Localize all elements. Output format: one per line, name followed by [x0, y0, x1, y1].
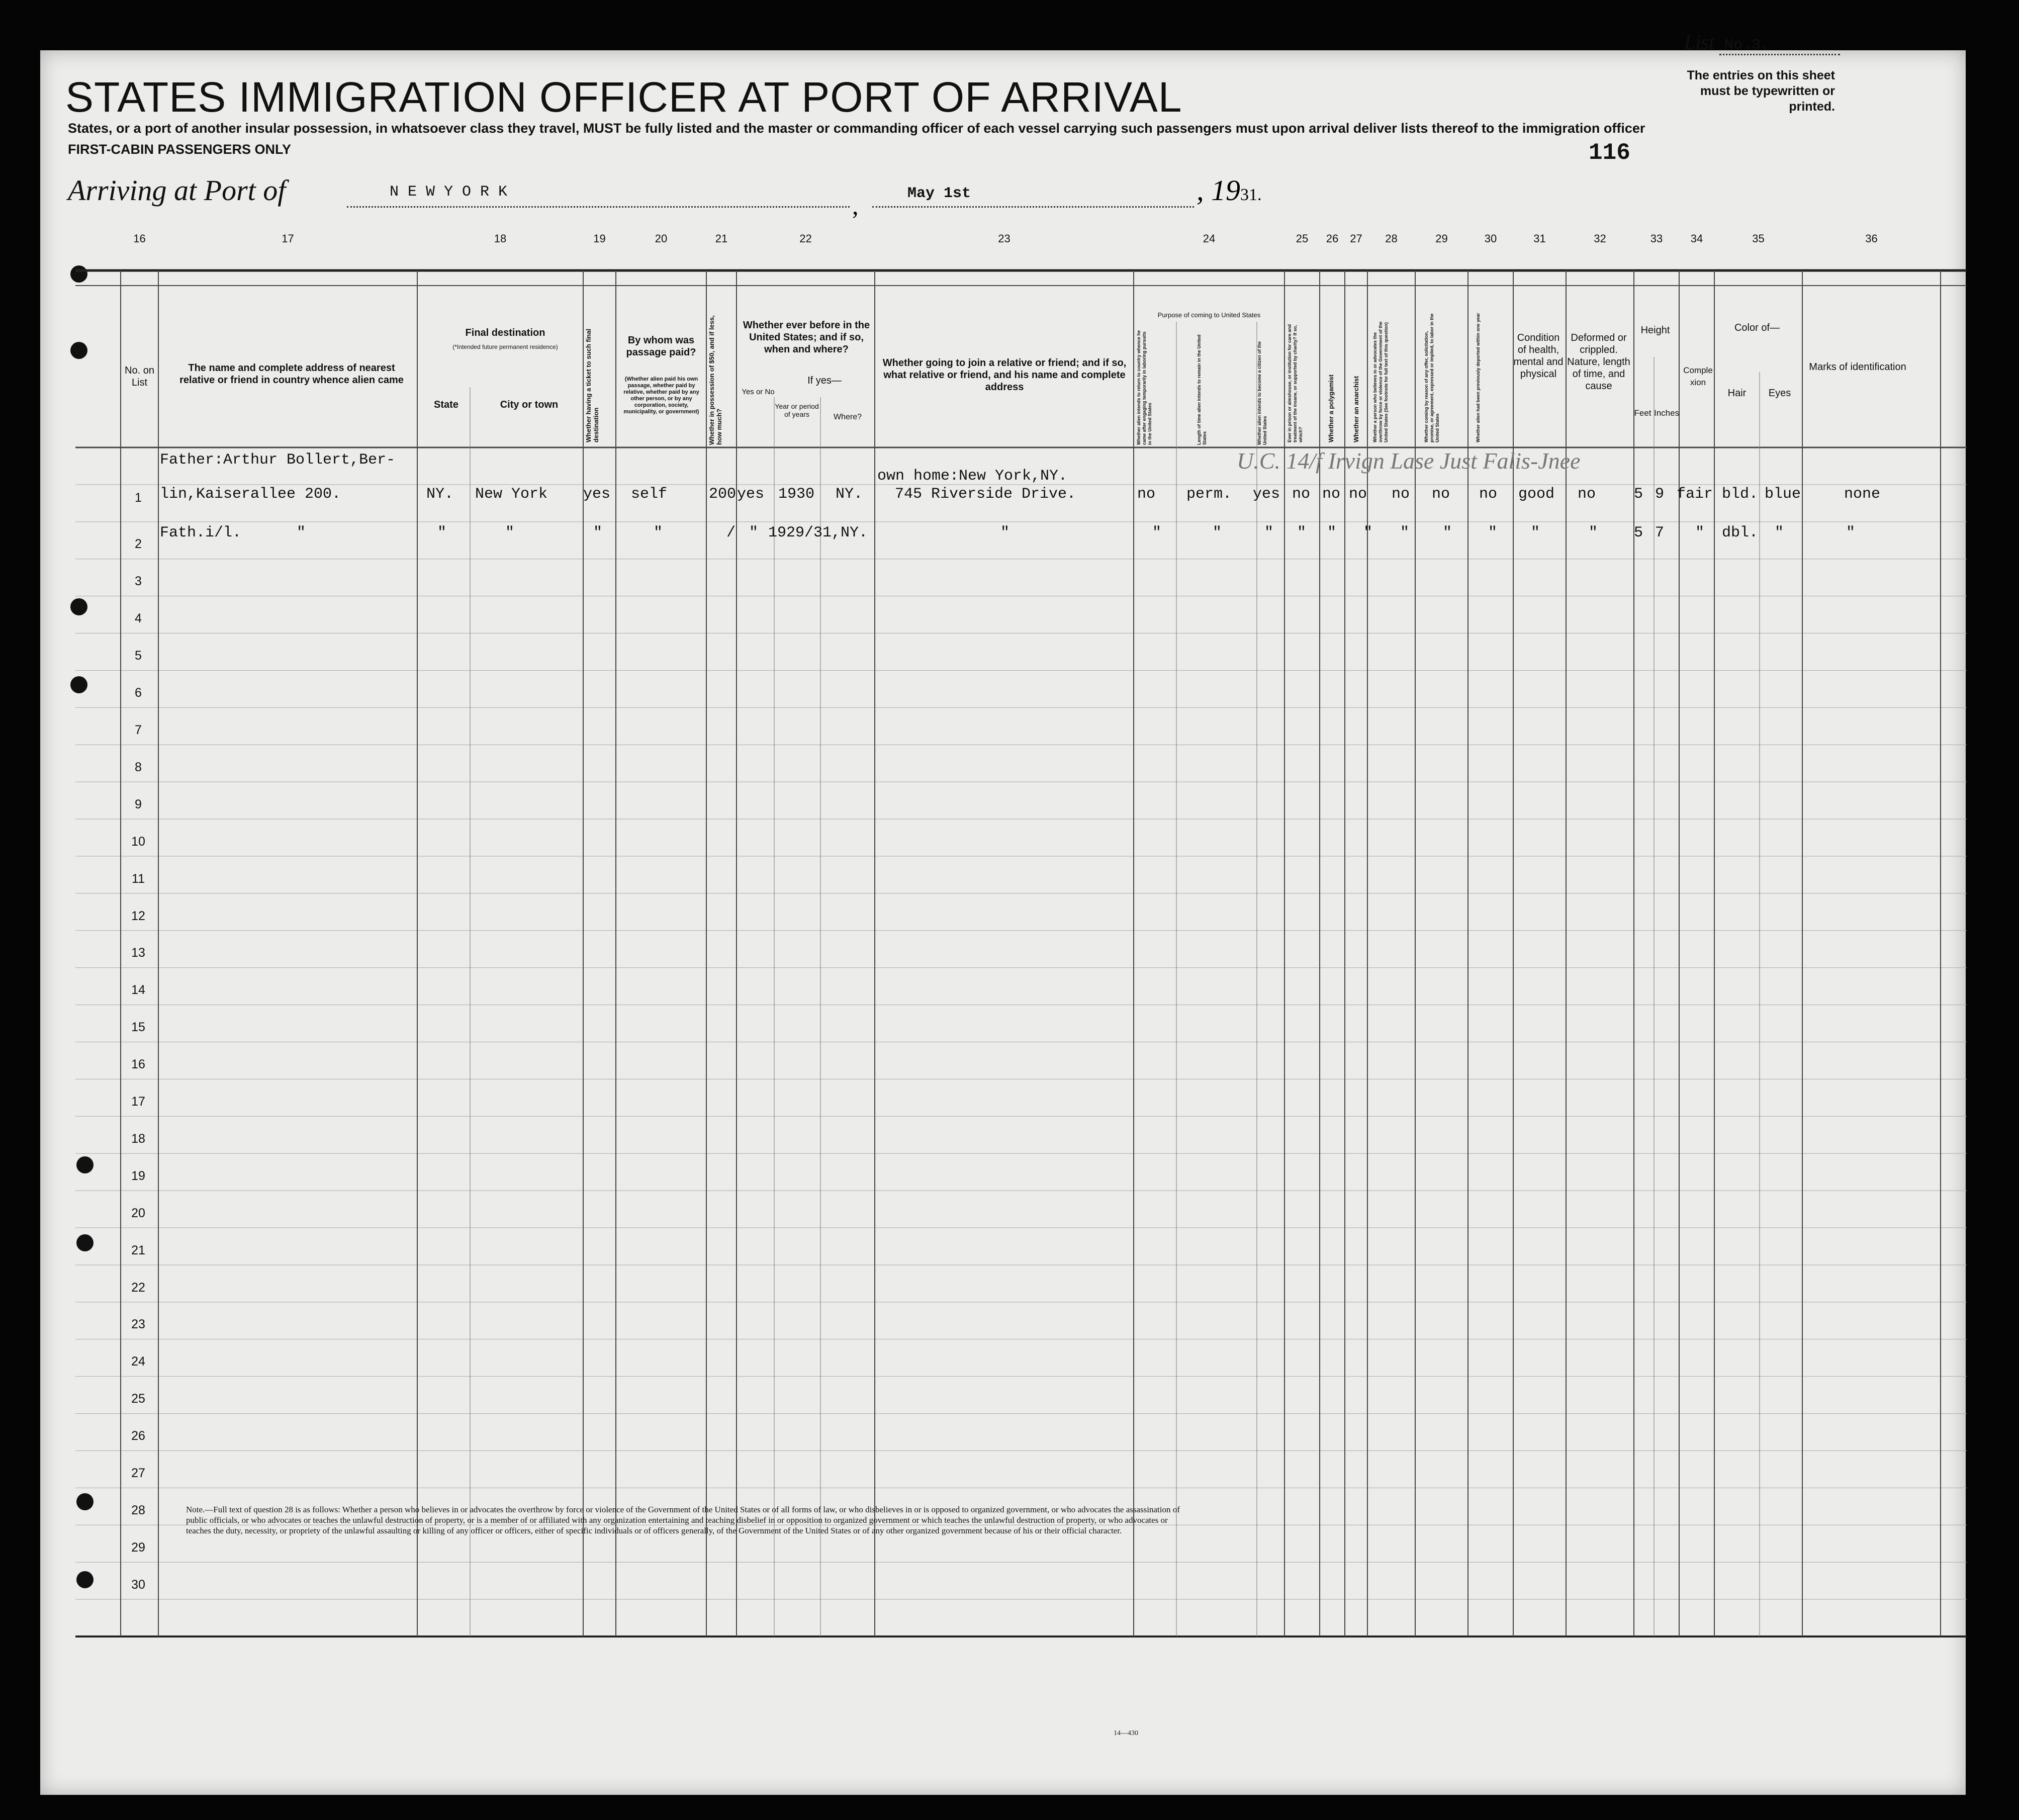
- column-number-18: 18: [494, 232, 507, 245]
- column-number-36: 36: [1865, 232, 1878, 245]
- header-c18-state: State: [434, 399, 458, 410]
- header-c28: Whether a person who believes in or advocates the overthrow by force or violence of the Government of the United States (See footnote for full text of this question): [1372, 321, 1389, 442]
- row-number-8: 8: [135, 760, 142, 774]
- row1-return-intent: no: [1137, 486, 1156, 503]
- row1-prison: no: [1292, 486, 1311, 503]
- row-number-29: 29: [131, 1540, 145, 1555]
- row2-before-year: 1929/31,NY.: [768, 524, 868, 541]
- header-c34: Complexion: [1683, 366, 1713, 387]
- row1-inches: 9: [1655, 486, 1665, 503]
- row1-before-year: 1930: [778, 486, 815, 503]
- column-number-25: 25: [1296, 232, 1309, 245]
- column-number-28: 28: [1385, 232, 1398, 245]
- row1-citizen: yes: [1253, 486, 1280, 503]
- column-number-31: 31: [1533, 232, 1546, 245]
- row2-ditto-marks: ": [1846, 524, 1856, 541]
- row1-feet: 5: [1634, 486, 1643, 503]
- row-number-10: 10: [131, 834, 145, 849]
- header-c22: Whether ever before in the United States; and if so, when and where?: [743, 320, 870, 355]
- header-c24: Purpose of coming to United States: [1157, 311, 1261, 319]
- column-number-19: 19: [593, 232, 606, 245]
- header-c24c: Whether alien intends to become a citizen of the United States: [1257, 341, 1267, 445]
- row1-joining-line2: 745 Riverside Drive.: [895, 486, 1076, 503]
- header-c20: By whom was passage paid?: [626, 335, 696, 358]
- header-c33: Height: [1640, 325, 1670, 336]
- row2-ditto-deformed: ": [1589, 524, 1598, 541]
- header-c19: Whether having a ticket to such final destination: [585, 328, 600, 442]
- year: , 1931.: [1197, 174, 1262, 207]
- row1-eyes: blue: [1765, 486, 1801, 503]
- row2-hair: dbl.: [1722, 524, 1759, 541]
- header-c30: Whether alien had been previously deported within one year: [1476, 313, 1481, 442]
- row-number-2: 2: [135, 537, 142, 552]
- row2-ditto-complexion: ": [1695, 524, 1705, 541]
- header-c36: Marks of identification: [1809, 361, 1906, 373]
- comma: ,: [852, 192, 859, 220]
- row1-health: good: [1518, 486, 1555, 503]
- row-number-14: 14: [131, 983, 145, 997]
- port-value: N E W Y O R K: [390, 184, 508, 201]
- column-number-33: 33: [1650, 232, 1663, 245]
- row-number-23: 23: [131, 1317, 145, 1332]
- column-number-20: 20: [655, 232, 668, 245]
- row-number-4: 4: [135, 611, 142, 626]
- row1-money: 200: [709, 486, 737, 503]
- row2-ditto-health: ": [1531, 524, 1540, 541]
- class-line: FIRST-CABIN PASSENGERS ONLY: [68, 142, 292, 157]
- header-c22-where: Where?: [833, 413, 862, 421]
- row1-length-stay: perm.: [1186, 486, 1232, 503]
- row1-before-where: NY.: [836, 486, 863, 503]
- handwritten-annotation: U.C. 14/f Irvign Lase Just Falis-Jnee: [1237, 448, 1581, 474]
- row2-ditto-q30: ": [1488, 524, 1498, 541]
- row-number-24: 24: [131, 1354, 145, 1369]
- row1-before-yn: yes: [737, 486, 765, 503]
- header-c17: The name and complete address of nearest relative or friend in country whence alien came: [179, 362, 404, 386]
- row2-ditto-return: ": [1152, 524, 1162, 541]
- header-c24a: Whether alien intends to return to country whence he came after engaging temporarily in laboring pursuits in the United States: [1136, 330, 1152, 445]
- row2-ditto-citizen: ": [1264, 524, 1274, 541]
- row-number-19: 19: [131, 1168, 145, 1183]
- row2-ditto-polygamist: ": [1327, 524, 1337, 541]
- row-number-28: 28: [131, 1503, 145, 1518]
- header-c18: Final destination: [465, 327, 545, 338]
- row1-city: New York: [475, 486, 548, 503]
- row-number-22: 22: [131, 1280, 145, 1295]
- header-c33-inches: Inches: [1654, 408, 1680, 418]
- row-number-27: 27: [131, 1466, 145, 1481]
- footnote: Note.—Full text of question 28 is as follows: Whether a person who believes in or advocates the overthrow by force or violence of the Government of the United States or of all forms of law, or who disbelieves in or is opposed to organized government, or who advocates the assassination of public officials, or who advocates or teaches the unlawful destruction of property, or is a member of or affiliated with any organization entertaining and teaching disbelief in or opposition to organized government or which teaches the unlawful destruction of property, or who advocates or teaches the duty, necessity, or propriety of the unlawful assaulting or killing of any officer or officers, either of specific individuals or of officers generally, of the Government of the United States or of any other organized government because of his or their official character.: [186, 1505, 1180, 1535]
- row-number-12: 12: [131, 908, 145, 923]
- header-c27: Whether an anarchist: [1352, 376, 1360, 442]
- header-c16: No. on List: [125, 365, 154, 388]
- row-number-15: 15: [131, 1020, 145, 1035]
- row2-feet: 5: [1634, 524, 1643, 541]
- header-c20-note: (Whether alien paid his own passage, whether paid by relative, whether paid by any other person, or by any corporation, society, municipality, or government): [623, 376, 699, 415]
- column-number-35: 35: [1752, 232, 1765, 245]
- row-number-11: 11: [132, 871, 145, 886]
- row1-marks: none: [1844, 486, 1881, 503]
- row1-joining-line1: own home:New York,NY.: [877, 468, 1068, 485]
- row-number-3: 3: [135, 574, 142, 589]
- header-c25: Ever in prison or almshouse, or institution for care and treatment of the insane, or supported by charity? If so, which?: [1287, 324, 1303, 442]
- row2-money: /: [726, 524, 736, 541]
- header-c18-city: City or town: [500, 399, 559, 410]
- column-number-23: 23: [998, 232, 1011, 245]
- row-number-26: 26: [131, 1429, 145, 1443]
- row1-polygamist: no: [1322, 486, 1341, 503]
- column-number-32: 32: [1594, 232, 1606, 245]
- row1-ticket: yes: [583, 486, 611, 503]
- row1-deformed: no: [1578, 486, 1596, 503]
- column-number-34: 34: [1690, 232, 1703, 245]
- column-number-30: 30: [1484, 232, 1497, 245]
- header-c22-year: Year or period of years: [775, 402, 819, 418]
- row2-inches: 7: [1655, 524, 1665, 541]
- row-number-21: 21: [131, 1243, 145, 1257]
- row-number-5: 5: [135, 649, 142, 663]
- row2-ditto-prison: ": [1297, 524, 1307, 541]
- row2-ditto-eyes: ": [1775, 524, 1784, 541]
- row1-complexion: fair: [1677, 486, 1713, 503]
- row2-relative: Fath.i/l.: [160, 524, 242, 541]
- row2-ditto-anarchist: ": [1363, 524, 1373, 541]
- row1-state: NY.: [426, 486, 454, 503]
- column-number-29: 29: [1435, 232, 1448, 245]
- row1-q29: no: [1432, 486, 1450, 503]
- header-c22-yesno: Yes or No: [742, 388, 775, 396]
- row1-q30: no: [1479, 486, 1498, 503]
- date-value: May 1st: [907, 185, 971, 202]
- column-number-26: 26: [1326, 232, 1339, 245]
- list-number: List No.3.: [1684, 30, 1840, 54]
- header-c31: Condition of health, mental and physical: [1513, 332, 1564, 380]
- header-c32: Deformed or crippled. Nature, length of time, and cause: [1567, 332, 1630, 392]
- row-number-30: 30: [131, 1577, 145, 1592]
- row1-anarchist: no: [1349, 486, 1367, 503]
- header-c26: Whether a polygamist: [1327, 374, 1335, 442]
- row-number-1: 1: [135, 491, 142, 505]
- column-number-17: 17: [282, 232, 294, 245]
- row-number-17: 17: [131, 1095, 145, 1109]
- entries-note: The entries on this sheet must be typewritten or printed.: [1687, 68, 1835, 114]
- header-c23: Whether going to join a relative or friend; and if so, what relative or friend, and his name and complete address: [882, 357, 1127, 393]
- row2-ditto-relative: ": [297, 524, 306, 541]
- header-c35-eyes: Eyes: [1768, 388, 1791, 399]
- row-number-25: 25: [131, 1392, 145, 1406]
- column-number-24: 24: [1203, 232, 1216, 245]
- header-c22-ifyes: If yes—: [807, 375, 842, 386]
- row2-ditto-city: ": [505, 524, 515, 541]
- row-number-7: 7: [135, 722, 142, 737]
- row2-ditto-joining: ": [1000, 524, 1010, 541]
- subtitle: States, or a port of another insular possession, in whatsoever class they travel, MUST be fully listed and the master or commanding officer of each vessel carrying such passengers must upon arrival deliver lists thereof to the immigration officer: [68, 121, 1645, 136]
- column-number-22: 22: [799, 232, 812, 245]
- header-c33-feet: Feet: [1634, 408, 1651, 418]
- row1-hair: bld.: [1722, 486, 1759, 503]
- row-number-9: 9: [135, 797, 142, 811]
- row1-q28: no: [1392, 486, 1410, 503]
- column-number-16: 16: [133, 232, 146, 245]
- row2-ditto-q29: ": [1443, 524, 1452, 541]
- header-c35: Color of—: [1734, 322, 1780, 333]
- row2-ditto-ticket: ": [593, 524, 603, 541]
- column-number-21: 21: [715, 232, 728, 245]
- header-c35-hair: Hair: [1727, 388, 1747, 399]
- row1-paid-by: self: [631, 486, 668, 503]
- row2-ditto-q28: ": [1400, 524, 1410, 541]
- form-code: 14—430: [1114, 1730, 1138, 1737]
- arriving-label: Arriving at Port of: [68, 174, 286, 207]
- row2-ditto-before: ": [749, 524, 759, 541]
- page-title: STATES IMMIGRATION OFFICER AT PORT OF ARRIVAL: [65, 73, 1182, 121]
- header-c18-note: (*Intended future permanent residence): [452, 343, 558, 350]
- row-number-18: 18: [131, 1131, 145, 1146]
- row-number-6: 6: [135, 686, 142, 700]
- header-c24b: Length of time alien intends to remain in the United States: [1197, 334, 1207, 445]
- row1-relative-line1: Father:Arthur Bollert,Ber-: [160, 451, 396, 469]
- row2-ditto-state: ": [437, 524, 447, 541]
- header-c21: Whether in possession of $50, and if less, how much?: [708, 315, 723, 445]
- column-number-27: 27: [1350, 232, 1362, 245]
- row2-ditto-length: ": [1213, 524, 1222, 541]
- header-c29: Whether coming by reason of any offer, solicitation, promise, or agreement, expressed or implied, to labor in the United States: [1424, 313, 1440, 442]
- row-number-20: 20: [131, 1206, 145, 1220]
- row2-ditto-paid: ": [654, 524, 663, 541]
- row-number-16: 16: [131, 1057, 145, 1072]
- row-number-13: 13: [131, 946, 145, 960]
- row1-relative-line2: lin,Kaiserallee 200.: [160, 486, 341, 503]
- page-number: 116: [1589, 140, 1630, 166]
